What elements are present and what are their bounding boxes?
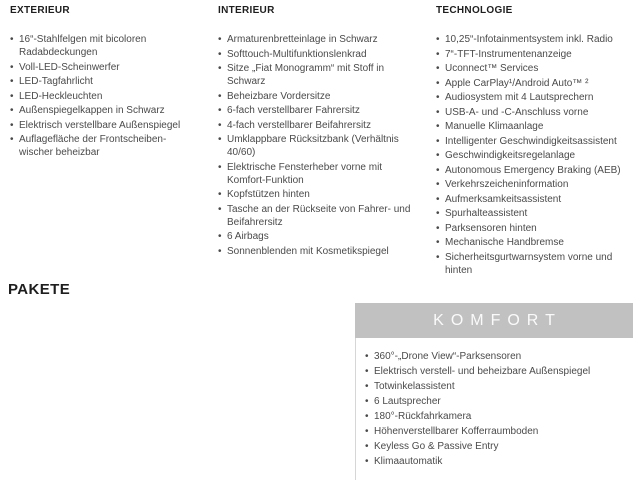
list-item: • 180°-Rückfahrkamera: [365, 410, 629, 423]
list-item: • Softtouch-Multifunktionslenkrad: [218, 48, 414, 61]
komfort-package-box: [355, 303, 633, 480]
list-item: • Armaturenbretteinlage in Schwarz: [218, 33, 414, 46]
komfort-package-title: KOMFORT: [433, 311, 562, 329]
list-item: • Umklappbare Rücksitzbank (Verhältnis 40/60): [218, 133, 414, 159]
komfort-list: [365, 350, 629, 468]
list-item: • 7“-TFT-Instrumentenanzeige: [436, 48, 636, 61]
list-item: • Voll-LED-Scheinwerfer: [10, 61, 198, 74]
list-item: • Totwinkelassistent: [365, 380, 629, 393]
list-item: • Spurhalteassistent: [436, 207, 636, 220]
list-item: • LED-Tagfahrlicht: [10, 75, 198, 88]
column-interieur: [218, 5, 414, 259]
column-technologie: [436, 5, 636, 278]
column-exterieur: [10, 5, 198, 161]
list-item: • Beheizbare Vordersitze: [218, 90, 414, 103]
list-item: • 6 Lautsprecher: [365, 395, 629, 408]
list-item: • Manuelle Klimaanlage: [436, 120, 636, 133]
list-item: • Außenspiegelkappen in Schwarz: [10, 104, 198, 117]
list-item: • Sonnenblenden mit Kosmetikspiegel: [218, 245, 414, 258]
list-item: • Parksensoren hinten: [436, 222, 636, 235]
pakete-section-heading: PAKETE: [8, 281, 71, 298]
list-item: • 10,25“-Infotainmentsystem inkl. Radio: [436, 33, 636, 46]
list-item: • Sicherheitsgurtwarnsystem vorne und hinten: [436, 251, 636, 277]
list-item: • Kopfstützen hinten: [218, 188, 414, 201]
list-item: • LED-Heckleuchten: [10, 90, 198, 103]
list-item: • 16“-Stahlfelgen mit bicoloren Radabdeckungen: [10, 33, 198, 59]
exterieur-list: [10, 33, 198, 159]
list-item: • 360°-„Drone View“-Parksensoren: [365, 350, 629, 363]
column-title-interieur: INTERIEUR: [218, 5, 275, 16]
list-item: • Elektrisch verstell- und beheizbare Außenspiegel: [365, 365, 629, 378]
list-item: • 6-fach verstellbarer Fahrersitz: [218, 104, 414, 117]
list-item: • Apple CarPlay¹/Android Auto™ ²: [436, 77, 636, 90]
list-item: • 4-fach verstellbarer Beifahrersitz: [218, 119, 414, 132]
column-title-technologie: TECHNOLOGIE: [436, 5, 513, 16]
interieur-list: [218, 33, 414, 258]
list-item: • Intelligenter Geschwindigkeitsassistent: [436, 135, 636, 148]
list-item: • Uconnect™ Services: [436, 62, 636, 75]
list-item: • Geschwindigkeitsregelanlage: [436, 149, 636, 162]
list-item: • Keyless Go & Passive Entry: [365, 440, 629, 453]
list-item: • Auflagefläche der Frontscheiben-wischer beheizbar: [10, 133, 198, 159]
list-item: • Mechanische Handbremse: [436, 236, 636, 249]
list-item: • Klimaautomatik: [365, 455, 629, 468]
column-title-exterieur: EXTERIEUR: [10, 5, 70, 16]
list-item: • Autonomous Emergency Braking (AEB): [436, 164, 636, 177]
list-item: • 6 Airbags: [218, 230, 414, 243]
list-item: • USB-A- und -C-Anschluss vorne: [436, 106, 636, 119]
komfort-package-header: [355, 303, 633, 338]
list-item: • Verkehrszeicheninformation: [436, 178, 636, 191]
list-item: • Elektrische Fensterheber vorne mit Komfort-Funktion: [218, 161, 414, 187]
technologie-list: [436, 33, 636, 277]
list-item: • Aufmerksamkeitsassistent: [436, 193, 636, 206]
list-item: • Elektrisch verstellbare Außenspiegel: [10, 119, 198, 132]
list-item: • Höhenverstellbarer Kofferraumboden: [365, 425, 629, 438]
komfort-package-body: [355, 338, 633, 480]
list-item: • Audiosystem mit 4 Lautsprechern: [436, 91, 636, 104]
list-item: • Sitze „Fiat Monogramm“ mit Stoff in Schwarz: [218, 62, 414, 88]
list-item: • Tasche an der Rückseite von Fahrer- und Beifahrersitz: [218, 203, 414, 229]
